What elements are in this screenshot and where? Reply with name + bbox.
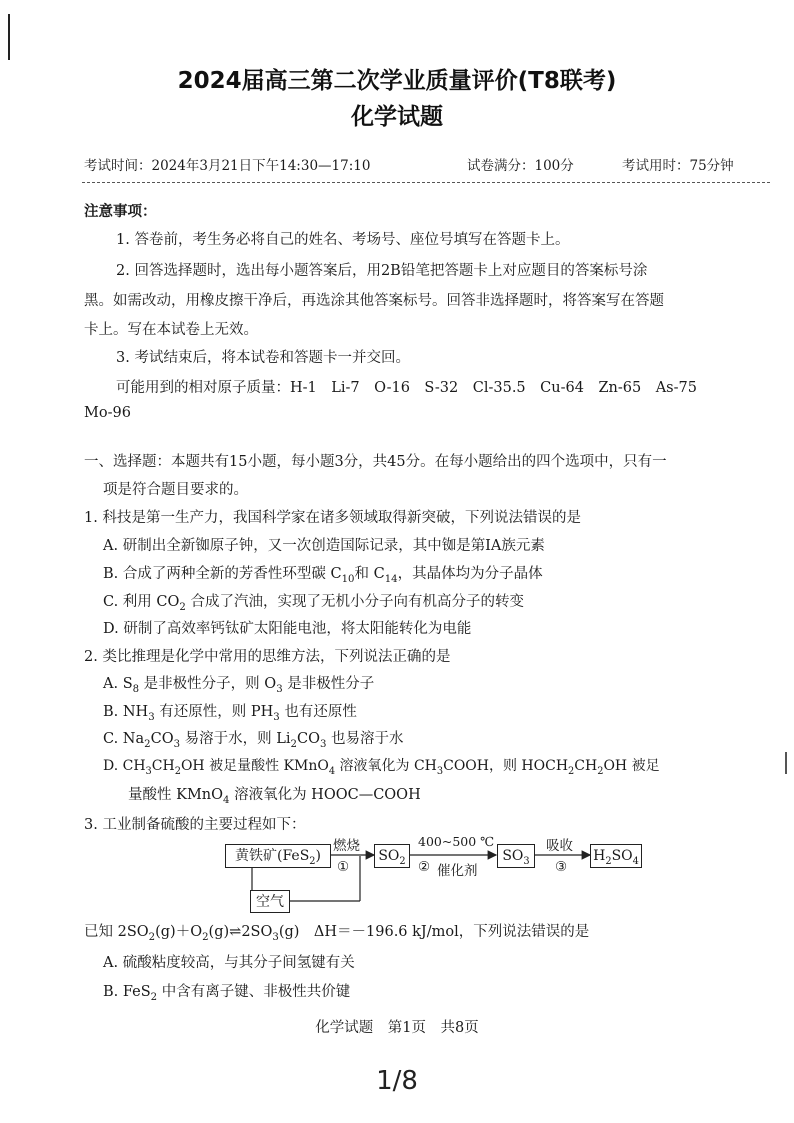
flow-box-so3: $SO_3$ — [497, 844, 535, 868]
q2-option-d: D. $CH_3CH_2OH$ 被足量酸性 KMnO$_4$ 溶液氧化为 $CH_3COOH$，则 $HOCH_2CH_2OH$ 被足 — [103, 758, 660, 777]
q3-stem: 3. 工业制备硫酸的主要过程如下： — [84, 817, 306, 833]
scan-edge-mark-right — [785, 752, 787, 774]
q2-option-c: C. $Na_2CO_3$ 易溶于水，则 $Li_2CO_3$ 也易溶于水 — [103, 731, 404, 750]
q1-option-c: C. 利用 $CO_2$ 合成了汽油，实现了无机小分子向有机高分子的转变 — [103, 594, 524, 613]
flow-label-step3: ③ — [555, 859, 568, 875]
q2-option-a: A. $S_8$ 是非极性分子，则 $O_3$ 是非极性分子 — [103, 676, 375, 695]
exam-time: 考试时间：2024年3月21日下午14:30—17:10 — [84, 158, 371, 174]
notice-item-2-cont2: 卡上。写在本试卷上无效。 — [84, 322, 258, 338]
flow-box-pyrite: 黄铁矿(FeS$_2$) — [225, 844, 331, 868]
q2-option-d-cont: 量酸性 KMnO$_4$ 溶液氧化为 HOOC—COOH — [128, 787, 421, 806]
header-divider — [82, 182, 770, 183]
flow-box-air: 空气 — [250, 890, 290, 913]
q1-option-a: A. 研制出全新铷原子钟，又一次创造国际记录，其中铷是第ⅠA族元素 — [103, 538, 545, 554]
notice-item-2: 2. 回答选择题时，选出每小题答案后，用2B铅笔把答题卡上对应题目的答案标号涂 — [116, 263, 648, 279]
page-number: 1/8 — [376, 1066, 418, 1096]
flow-label-step1: ① — [337, 859, 350, 875]
notice-item-1: 1. 答卷前，考生务必将自己的姓名、考场号、座位号填写在答题卡上。 — [116, 232, 570, 248]
equilibrium-arrow-icon: ⇌ — [229, 924, 242, 940]
full-score: 试卷满分：100分 — [467, 158, 574, 174]
notice-heading: 注意事项： — [84, 204, 157, 220]
subject-title: 化学试题 — [351, 104, 443, 130]
atomic-masses: 可能用到的相对原子质量：H-1 Li-7 O-16 S-32 Cl-35.5 Cu-64 Zn-65 As-75 — [116, 380, 697, 396]
q1-option-d: D. 研制了高效率钙钛矿太阳能电池，将太阳能转化为电能 — [103, 621, 472, 637]
q2-stem: 2. 类比推理是化学中常用的思维方法，下列说法正确的是 — [84, 649, 451, 665]
notice-item-2-cont: 黑。如需改动，用橡皮擦干净后，再选涂其他答案标号。回答非选择题时，将答案写在答题 — [84, 293, 664, 309]
flow-label-step2: ② — [418, 859, 431, 875]
atomic-masses-cont: Mo-96 — [84, 405, 131, 421]
exam-duration: 考试用时：75分钟 — [622, 158, 734, 174]
flow-box-h2so4: $H_2SO_4$ — [590, 844, 642, 868]
q1-option-b: B. 合成了两种全新的芳香性环型碳 $C_{10}$和 $C_{14}$，其晶体均为分子晶体 — [103, 566, 543, 585]
flow-label-absorb: 吸收 — [546, 838, 573, 854]
flow-label-temperature: 400~500 ℃ — [418, 834, 495, 849]
scan-edge-mark — [8, 14, 10, 60]
q1-stem: 1. 科技是第一生产力，我国科学家在诸多领域取得新突破，下列说法错误的是 — [84, 510, 581, 526]
q3-known-reaction: 已知 $2SO_2(g)+O_2(g)\rightleftharpoons 2SO_3(g)$ ΔH＝－196.6 kJ/mol，下列说法错误的是 — [84, 924, 590, 943]
flow-box-so2: $SO_2$ — [374, 844, 410, 868]
q3-option-a: A. 硫酸粘度较高，与其分子间氢键有关 — [103, 955, 355, 971]
section-heading: 一、选择题：本题共有15小题，每小题3分，共45分。在每小题给出的四个选项中，只有一 — [84, 454, 667, 470]
section-heading-cont: 项是符合题目要求的。 — [103, 482, 248, 498]
flow-label-catalyst: 催化剂 — [437, 863, 478, 879]
notice-item-3: 3. 考试结束后，将本试卷和答题卡一并交回。 — [116, 350, 410, 366]
q3-option-b: B. FeS$_2$ 中含有离子键、非极性共价键 — [103, 984, 351, 1003]
q2-option-b: B. $NH_3$ 有还原性，则 $PH_3$ 也有还原性 — [103, 704, 357, 723]
exam-title: 2024届高三第二次学业质量评价(T8联考) — [177, 68, 617, 94]
flow-label-burn: 燃烧 — [333, 838, 360, 854]
page-footer: 化学试题 第1页 共8页 — [315, 1020, 479, 1036]
